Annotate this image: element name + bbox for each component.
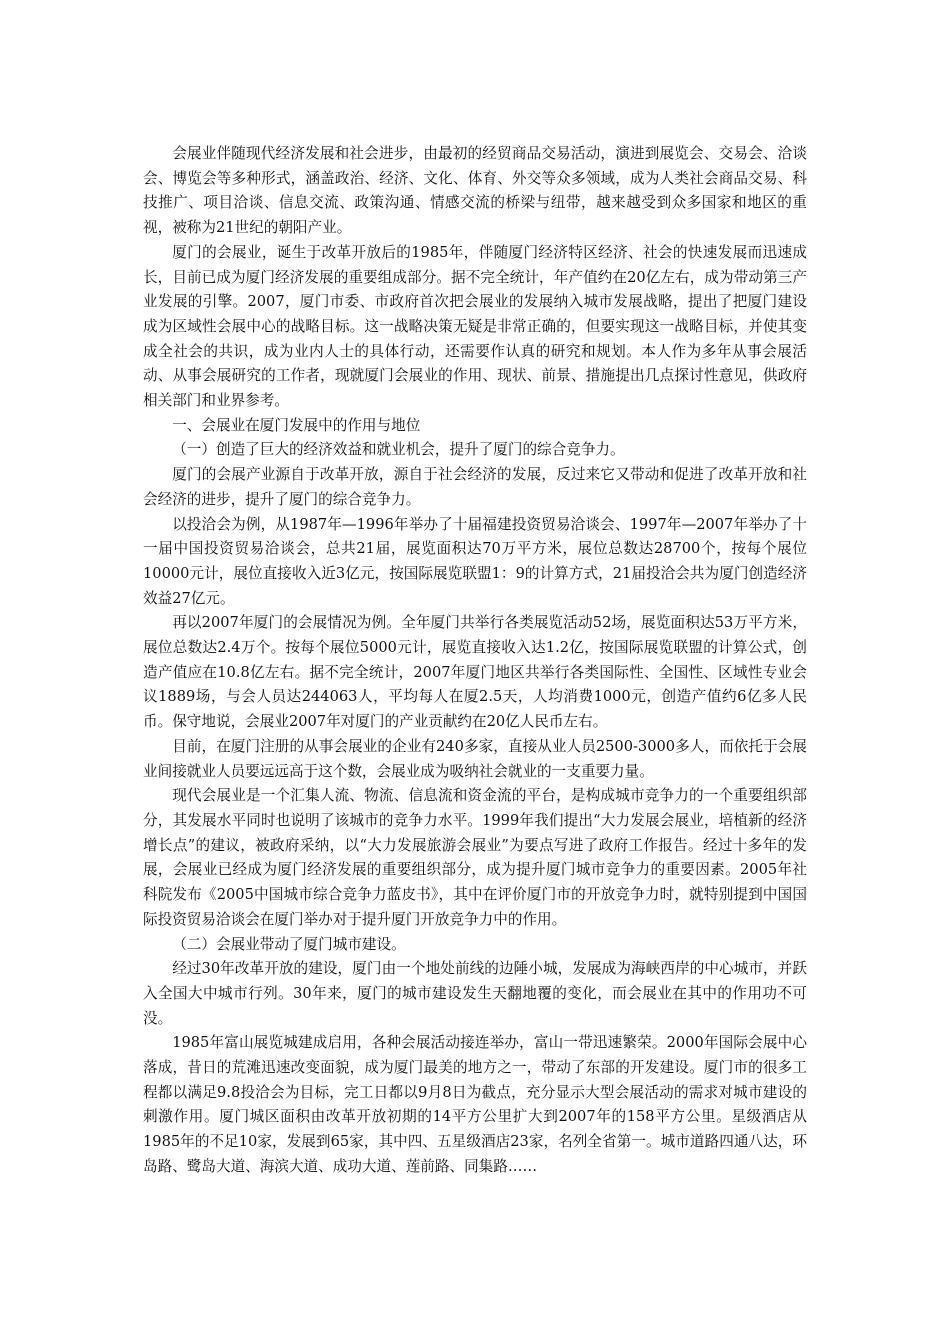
paragraph-origin: 厦门的会展产业源自于改革开放，源自于社会经济的发展，反过来它又带动和促进了改革开放和社会经济的进步，提升了厦门的综合竞争力。 [143, 466, 807, 508]
paragraph-xiamen-exhibition-industry: 厦门的会展业，诞生于改革开放后的1985年，伴随厦门经济特区经济、社会的快速发展而迅速成长，目前已成为厦门经济发展的重要组成部分。据不完全统计，年产值约在20亿左右，成为带动第三产业发展的引擎。2007，厦门市委、市政府首次把会展业的发展纳入城市发展战略，提出了把厦门建设成为区域性会展中心的战略目标。这一战略决策无疑是非常正确的，但要实现这一战略目标，并使其变成全社会的共识，成为业内人士的具体行动，还需要作认真的研究和规划。本人作为多年从事会展活动、从事会展研究的工作者，现就厦门会展业的作用、现状、前景、措施提出几点探讨性意见，供政府相关部门和业界参考。 [143, 243, 807, 410]
paragraph-2007-statistics: 再以2007年厦门的会展情况为例。全年厦门共举行各类展览活动52场，展览面积达53万平方米，展位总数达2.4万个。按每个展位5000元计，展览直接收入达1.2亿，按国际展览联盟的计算公式，创造产值应在10.8亿左右。据不完全统计，2007年厦门地区共举行各类国际性、全国性、区域性专业会议1889场，与会人员达244063人，平均每人在厦2.5天，人均消费1000元，创造产值约6亿多人民币。保守地说，会展业2007年对厦门的产业贡献约在20亿人民币左右。 [143, 614, 807, 731]
subsection-heading-1: （一）创造了巨大的经济效益和就业机会，提升了厦门的综合竞争力。 [172, 441, 625, 459]
paragraph-city-development: 经过30年改革开放的建设，厦门由一个地处前线的边陲小城，发展成为海峡西岸的中心城市，并跃入全国大中城市行列。30年来，厦门的城市建设发生天翻地覆的变化，而会展业在其中的作用功不可没。 [143, 960, 807, 1027]
section-heading-1: 一、会展业在厦门发展中的作用与地位 [172, 416, 421, 434]
subsection-heading-2: （二）会展业带动了厦门城市建设。 [172, 935, 406, 953]
document-body [143, 142, 807, 1180]
paragraph-trade-fair-example: 以投洽会为例，从1987年—1996年举办了十届福建投资贸易洽谈会、1997年—2007年举办了十一届中国投资贸易洽谈会，总共21届，展览面积达70万平方米，展位总数达28700个，按每个展位10000元计，展位直接收入近3亿元，按国际展览联盟1：9的计算方式，21届投洽会共为厦门创造经济效益27亿元。 [143, 515, 807, 607]
paragraph-competitiveness: 现代会展业是一个汇集人流、物流、信息流和资金流的平台，是构成城市竞争力的一个重要组织部分，其发展水平同时也说明了该城市的竞争力水平。1999年我们提出“大力发展会展业，培植新的经济增长点”的建议，被政府采纳，以“大力发展旅游会展业”为要点写进了政府工作报告。经过十多年的发展，会展业已经成为厦门经济发展的重要组织部分，成为提升厦门城市竞争力的重要因素。2005年社科院发布《2005中国城市综合竞争力蓝皮书》，其中在评价厦门市的开放竞争力时，就特别提到中国国际投资贸易洽谈会在厦门举办对于提升厦门开放竞争力中的作用。 [143, 787, 807, 928]
paragraph-city-construction: 1985年富山展览城建成启用，各种会展活动接连举办，富山一带迅速繁荣。2000年国际会展中心落成，昔日的荒滩迅速改变面貌，成为厦门最美的地方之一，带动了东部的开发建设。厦门市的很多工程都以满足9.8投洽会为目标，完工日都以9月8日为截点，充分显示大型会展活动的需求对城市建设的刺激作用。厦门城区面积由改革开放初期的14平方公里扩大到2007年的158平方公里。星级酒店从1985年的不足10家，发展到65家，其中四、五星级酒店23家，名列全省第一。城市道路四通八达，环岛路、鹭岛大道、海滨大道、成功大道、莲前路、同集路…… [143, 1034, 807, 1175]
paragraph-intro: 会展业伴随现代经济发展和社会进步，由最初的经贸商品交易活动，演进到展览会、交易会、洽谈会、博览会等多种形式，涵盖政治、经济、文化、体育、外交等众多领域，成为人类社会商品交易、科技推广、项目洽谈、信息交流、政策沟通、情感交流的桥梁与纽带，越来越受到众多国家和地区的重视，被称为21世纪的朝阳产业。 [143, 145, 807, 237]
paragraph-employment: 目前，在厦门注册的从事会展业的企业有240多家，直接从业人员2500-3000多人，而依托于会展业间接就业人员要远远高于这个数，会展业成为吸纳社会就业的一支重要力量。 [143, 737, 807, 780]
